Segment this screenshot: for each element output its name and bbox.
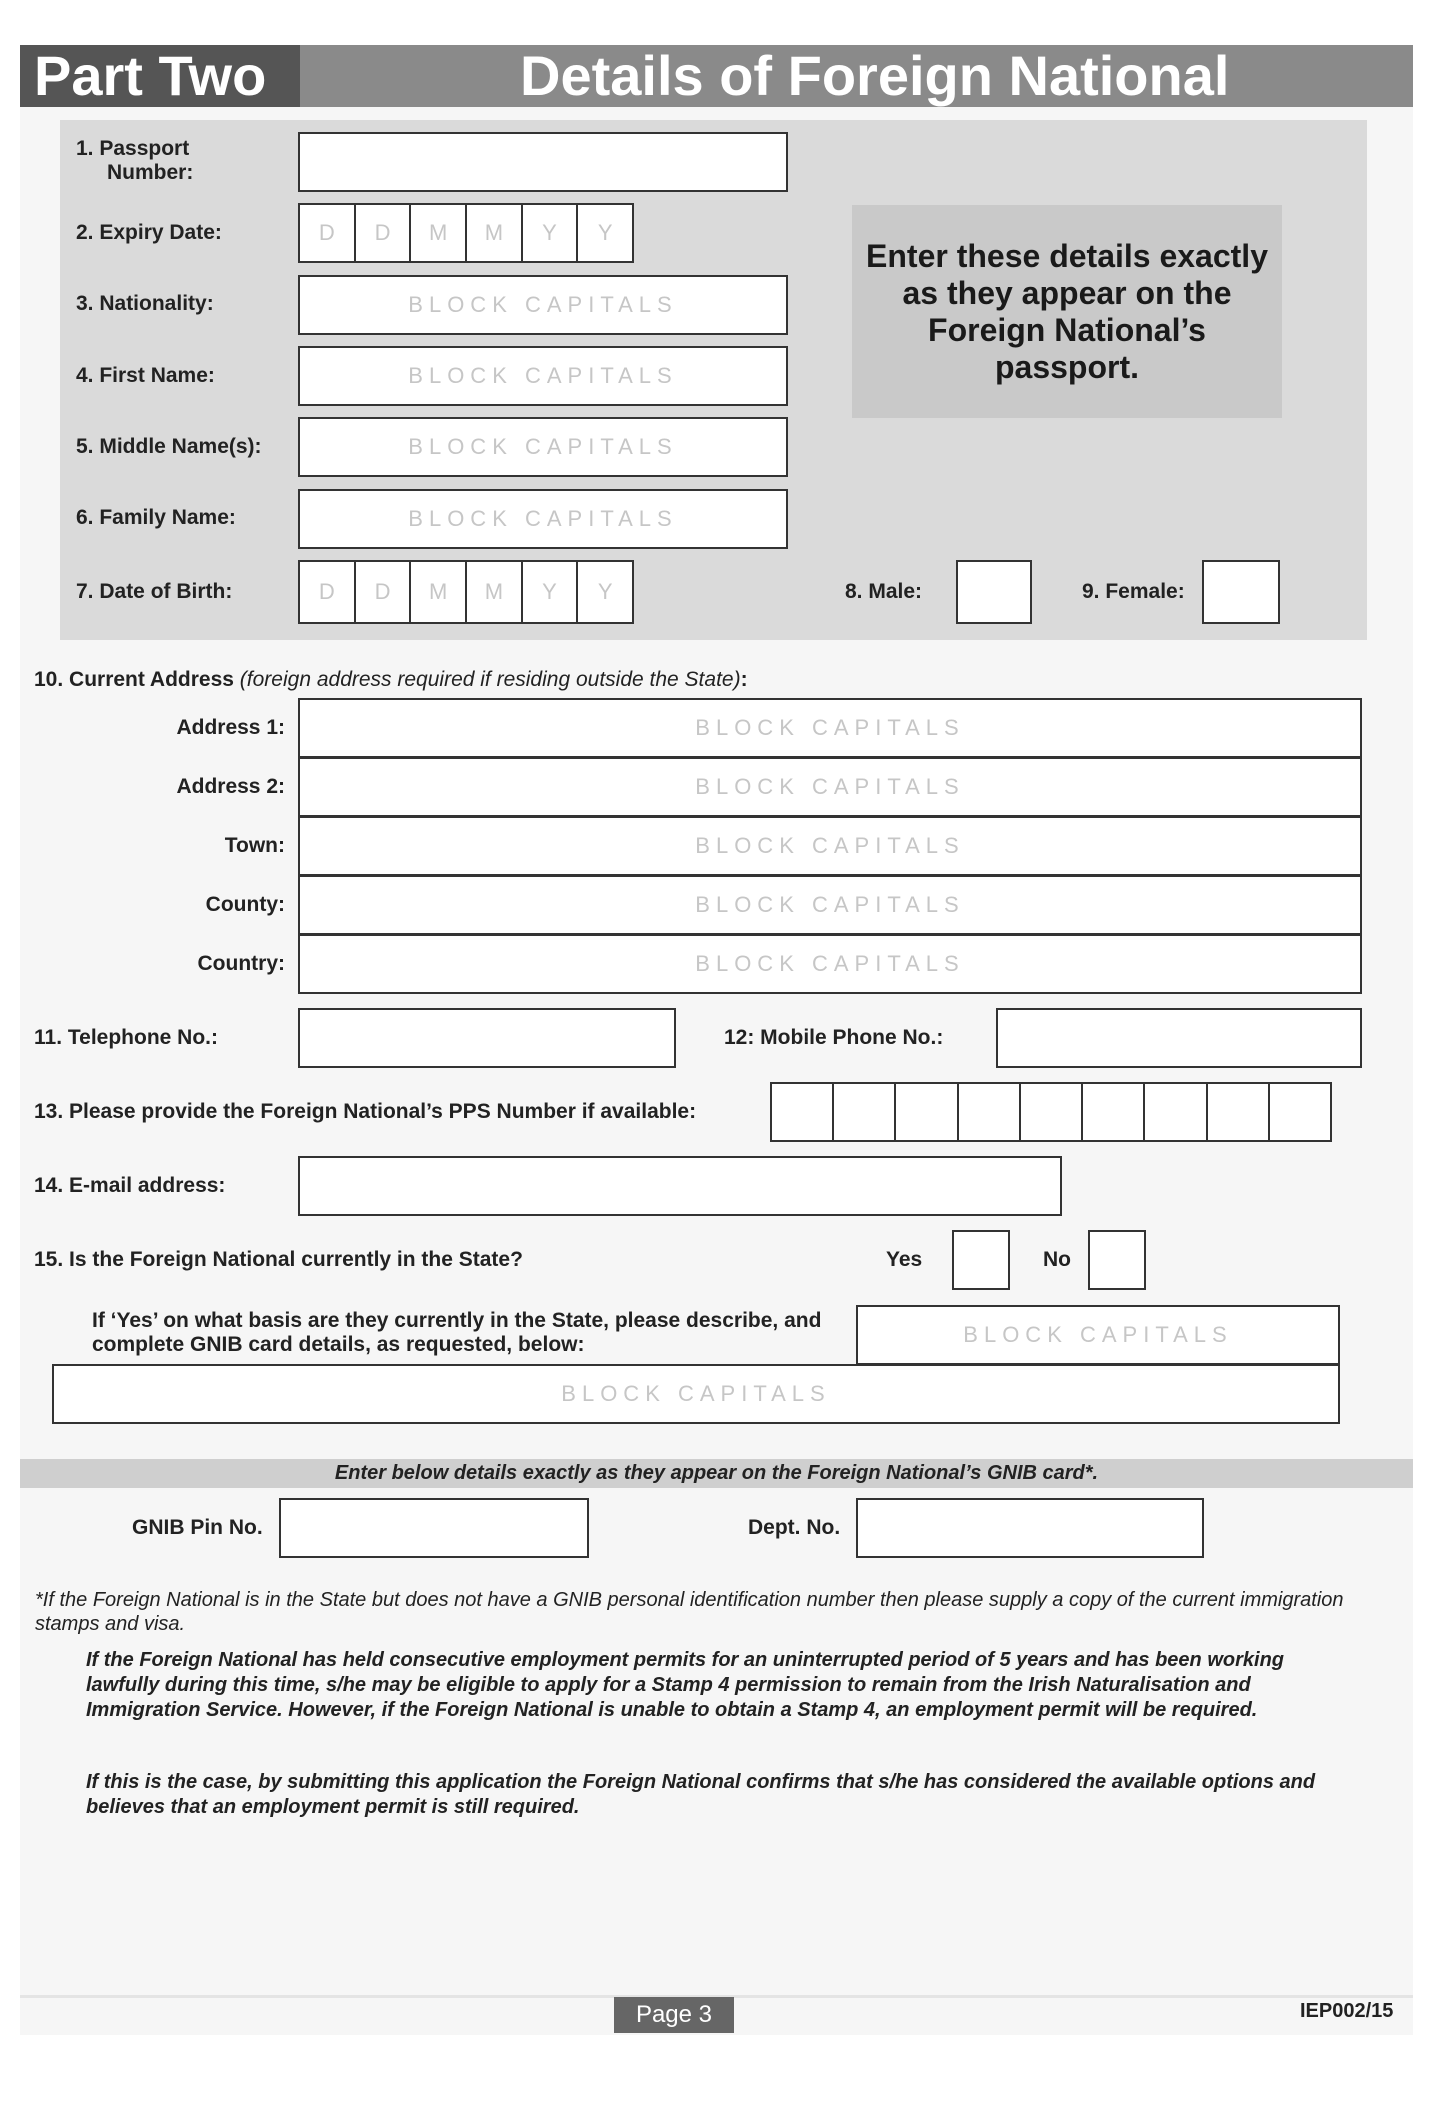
pps-cell[interactable] [896, 1084, 958, 1140]
county-label: County: [205, 893, 285, 916]
page-title: Details of Foreign National [520, 44, 1230, 107]
telephone-input[interactable] [298, 1008, 676, 1068]
male-label: 8. Male: [845, 580, 923, 603]
block-capitals-hint: BLOCK CAPITALS [963, 1322, 1233, 1347]
family-name-label: 6. Family Name: [76, 506, 236, 529]
pps-cell[interactable] [1145, 1084, 1207, 1140]
block-capitals-hint: BLOCK CAPITALS [695, 951, 965, 976]
address-2-label: Address 2: [176, 775, 285, 798]
date-of-birth-label: 7. Date of Birth: [76, 580, 233, 603]
part-label: Part Two [34, 44, 267, 107]
in-state-yes-checkbox[interactable] [952, 1230, 1010, 1290]
country-label: Country: [197, 952, 285, 975]
email-input[interactable] [298, 1156, 1062, 1216]
male-checkbox[interactable] [956, 560, 1032, 624]
stamp-4-paragraph: If the Foreign National has held consecutive employment permits for an uninterrupted period of 5 years and has been working lawfully during this time, s/he may be eligible to apply for a Stamp 4 permission to remain from the Irish Naturalisation and Immigration Service. However, if the Foreign National is unable to obtain a Stamp 4, an employment permit will be required. [86, 1649, 1284, 1721]
address-1-label: Address 1: [176, 716, 285, 739]
block-capitals-hint: BLOCK CAPITALS [408, 506, 678, 531]
female-checkbox[interactable] [1202, 560, 1280, 624]
date-cell[interactable]: D [300, 205, 356, 261]
page-number: Page 3 [614, 1997, 734, 2033]
mobile-phone-input[interactable] [996, 1008, 1362, 1068]
current-address-heading: 10. Current Address (foreign address required if residing outside the State): [34, 668, 748, 691]
nationality-label: 3. Nationality: [76, 292, 214, 315]
date-cell[interactable]: Y [523, 205, 579, 261]
pps-number-cells[interactable] [770, 1082, 1332, 1142]
town-input[interactable] [298, 816, 1362, 876]
yes-label: Yes [886, 1248, 923, 1271]
block-capitals-hint: BLOCK CAPITALS [695, 833, 965, 858]
pps-cell[interactable] [1270, 1084, 1330, 1140]
gnib-footnote: *If the Foreign National is in the State but does not have a GNIB personal identification number then please supply a copy of the current immigration stamps and visa. [35, 1589, 1344, 1635]
pps-cell[interactable] [1208, 1084, 1270, 1140]
block-capitals-hint: BLOCK CAPITALS [695, 715, 965, 740]
country-input[interactable] [298, 934, 1362, 994]
pps-cell[interactable] [1021, 1084, 1083, 1140]
address-2-input[interactable] [298, 757, 1362, 817]
date-cell[interactable]: D [356, 205, 412, 261]
date-cell[interactable]: M [411, 205, 467, 261]
in-state-question: 15. Is the Foreign National currently in the State? [34, 1248, 523, 1271]
middle-name-input[interactable] [298, 417, 788, 477]
gnib-instruction-bar: Enter below details exactly as they appear on the Foreign National’s GNIB card*. [20, 1459, 1413, 1488]
date-of-birth-cells[interactable] [298, 560, 634, 624]
confirmation-paragraph: If this is the case, by submitting this application the Foreign National confirms that s/he has considered the available options and believes that an employment permit is still required. [86, 1771, 1316, 1818]
basis-input-line-2[interactable] [52, 1364, 1340, 1424]
block-capitals-hint: BLOCK CAPITALS [408, 363, 678, 388]
address-heading-note: (foreign address required if residing outside the State) [239, 668, 741, 691]
middle-name-label: 5. Middle Name(s): [76, 435, 262, 458]
basis-instruction: If ‘Yes’ on what basis are they currently in the State, please describe, and complete GNIB card details, as requested, below: [92, 1309, 822, 1356]
gnib-pin-label: GNIB Pin No. [132, 1516, 263, 1539]
pps-cell[interactable] [1083, 1084, 1145, 1140]
passport-note: Enter these details exactly as they appear on the Foreign National’s passport. [852, 205, 1282, 418]
passport-number-input[interactable] [298, 132, 788, 192]
date-cell[interactable]: Y [597, 220, 613, 245]
block-capitals-hint: BLOCK CAPITALS [408, 292, 678, 317]
in-state-no-checkbox[interactable] [1088, 1230, 1146, 1290]
dept-number-input[interactable] [856, 1498, 1204, 1558]
pps-cell[interactable] [959, 1084, 1021, 1140]
first-name-label: 4. First Name: [76, 364, 215, 387]
gnib-pin-input[interactable] [279, 1498, 589, 1558]
address-1-input[interactable] [298, 698, 1362, 758]
pps-cell[interactable] [772, 1084, 834, 1140]
pps-cell[interactable] [834, 1084, 896, 1140]
form-code: IEP002/15 [1300, 2000, 1394, 2022]
date-cell[interactable]: M [411, 562, 467, 622]
expiry-date-cells[interactable] [298, 203, 634, 263]
date-cell[interactable]: D [356, 562, 412, 622]
date-cell[interactable]: Y [523, 562, 579, 622]
date-cell[interactable]: M [467, 562, 523, 622]
no-label: No [1043, 1248, 1071, 1271]
block-capitals-hint: BLOCK CAPITALS [695, 774, 965, 799]
telephone-label: 11. Telephone No.: [34, 1026, 218, 1049]
basis-input-line-1[interactable] [856, 1305, 1340, 1365]
county-input[interactable] [298, 875, 1362, 935]
date-cell[interactable]: D [300, 562, 356, 622]
mobile-phone-label: 12: Mobile Phone No.: [724, 1026, 944, 1049]
block-capitals-hint: BLOCK CAPITALS [695, 892, 965, 917]
passport-number-label: 1. Passport Number: [76, 137, 194, 184]
nationality-input[interactable] [298, 275, 788, 335]
block-capitals-hint: BLOCK CAPITALS [408, 434, 678, 459]
town-label: Town: [224, 834, 285, 857]
dept-number-label: Dept. No. [748, 1516, 841, 1539]
email-label: 14. E-mail address: [34, 1174, 226, 1197]
female-label: 9. Female: [1082, 580, 1185, 603]
family-name-input[interactable] [298, 489, 788, 549]
expiry-date-label: 2. Expiry Date: [76, 221, 222, 244]
first-name-input[interactable] [298, 346, 788, 406]
block-capitals-hint: BLOCK CAPITALS [561, 1381, 831, 1406]
date-cell[interactable]: Y [597, 579, 613, 604]
pps-number-label: 13. Please provide the Foreign National’s PPS Number if available: [34, 1100, 697, 1123]
date-cell[interactable]: M [467, 205, 523, 261]
